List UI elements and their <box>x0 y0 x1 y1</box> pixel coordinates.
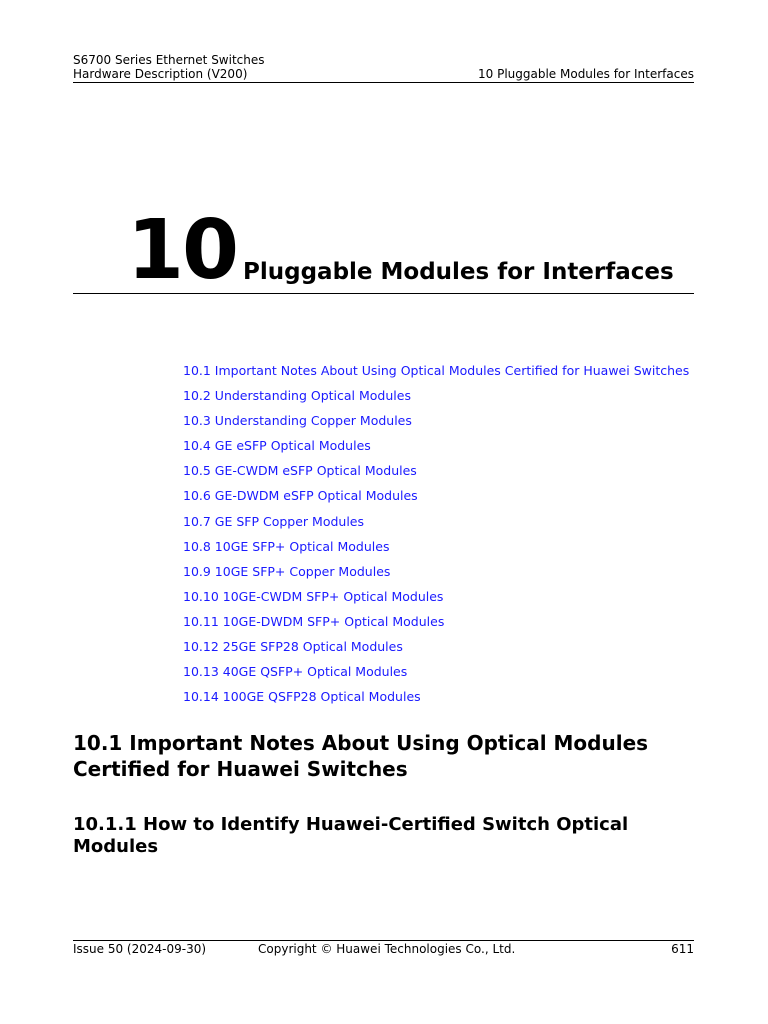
header-divider <box>73 82 694 83</box>
chapter-divider <box>73 293 694 294</box>
toc-link[interactable]: 10.6 GE-DWDM eSFP Optical Modules <box>183 488 418 504</box>
header-chapter: 10 Pluggable Modules for Interfaces <box>478 67 694 81</box>
toc-link[interactable]: 10.1 Important Notes About Using Optical Modules Certified for Huawei Switches <box>183 363 690 378</box>
toc-link[interactable]: 10.10 10GE-CWDM SFP+ Optical Modules <box>183 588 444 604</box>
toc-item <box>183 538 689 563</box>
footer-copyright: Copyright © Huawei Technologies Co., Ltd. <box>258 942 516 956</box>
section-heading: 10.1 Important Notes About Using Optical Modules Certified for Huawei Switches <box>73 731 649 781</box>
footer-page-number: 611 <box>671 942 694 956</box>
chapter-toc <box>183 362 689 713</box>
toc-link[interactable]: 10.12 25GE SFP28 Optical Modules <box>183 639 403 655</box>
toc-link[interactable]: 10.13 40GE QSFP+ Optical Modules <box>183 664 408 680</box>
toc-item <box>183 437 689 462</box>
subsection-heading: 10.1.1 How to Identify Huawei-Certified Switch Optical Modules <box>73 814 629 857</box>
chapter-title: Pluggable Modules for Interfaces <box>243 259 674 285</box>
toc-link[interactable]: 10.5 GE-CWDM eSFP Optical Modules <box>183 463 417 479</box>
footer-issue: Issue 50 (2024-09-30) <box>73 942 207 956</box>
toc-link[interactable]: 10.11 10GE-DWDM SFP+ Optical Modules <box>183 613 445 629</box>
toc-link[interactable]: 10.8 10GE SFP+ Optical Modules <box>183 538 390 554</box>
header-product: S6700 Series Ethernet Switches <box>73 53 265 67</box>
toc-item <box>183 613 689 638</box>
toc-item <box>183 513 689 538</box>
footer-divider <box>73 940 694 941</box>
header-row <box>73 67 694 82</box>
toc-item <box>183 462 689 487</box>
toc-link[interactable]: 10.9 10GE SFP+ Copper Modules <box>183 563 391 579</box>
toc-link[interactable]: 10.14 100GE QSFP28 Optical Modules <box>183 689 421 705</box>
footer <box>73 942 694 957</box>
chapter-number: 10 <box>127 203 238 298</box>
toc-link[interactable]: 10.4 GE eSFP Optical Modules <box>183 438 371 454</box>
toc-item <box>183 362 689 387</box>
header-doc-title: Hardware Description (V200) <box>73 67 248 81</box>
toc-item <box>183 387 689 412</box>
toc-link[interactable]: 10.2 Understanding Optical Modules <box>183 388 411 404</box>
toc-link[interactable]: 10.3 Understanding Copper Modules <box>183 413 412 429</box>
toc-item <box>183 563 689 588</box>
toc-link[interactable]: 10.7 GE SFP Copper Modules <box>183 513 365 529</box>
toc-item <box>183 638 689 663</box>
toc-item <box>183 663 689 688</box>
toc-item <box>183 412 689 437</box>
toc-item <box>183 487 689 512</box>
toc-item <box>183 588 689 613</box>
toc-item <box>183 688 689 713</box>
